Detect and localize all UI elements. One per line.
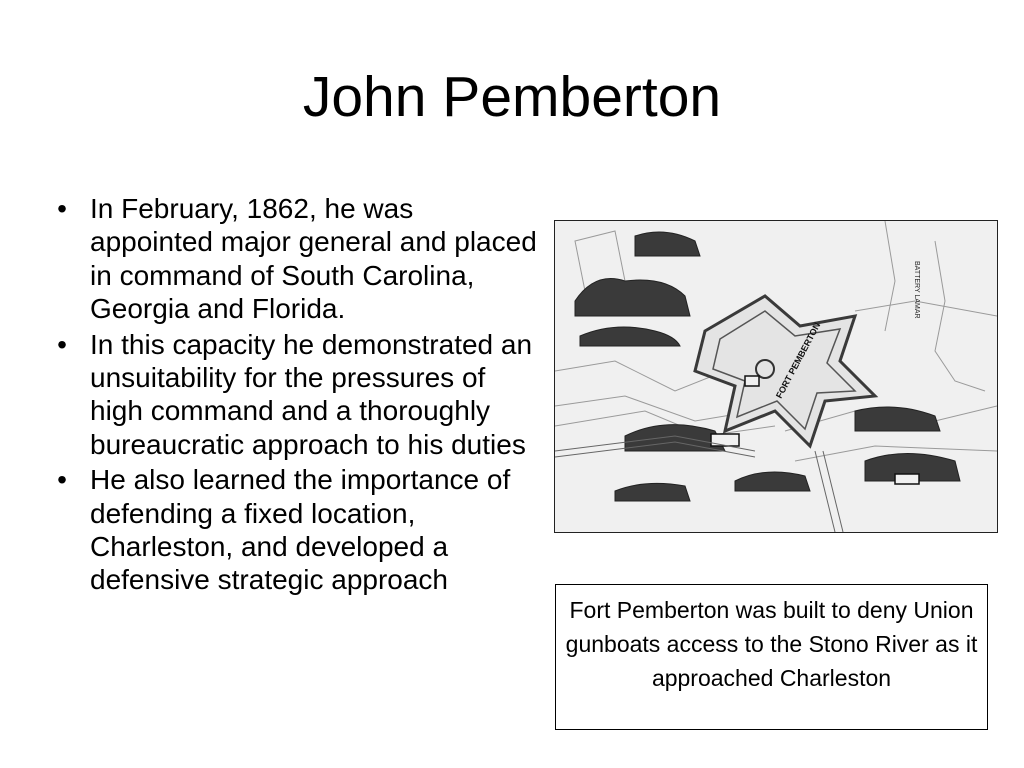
bullet-glyph: • — [57, 328, 67, 360]
fort-label: FORT PEMBERTON — [773, 320, 823, 400]
fort-map-drawing — [555, 221, 997, 532]
bullet-glyph: • — [57, 193, 67, 224]
bullet-item — [52, 328, 542, 462]
slide-title: John Pemberton — [302, 65, 722, 129]
figure-caption: Fort Pemberton was built to deny Union gunboats access to the Stono River as it approached Charleston — [555, 584, 988, 730]
bullet-glyph: • — [57, 464, 67, 496]
bullet-text: In this capacity he demonstrated an unsuitability for the pressures of high command and a thoroughly bureaucratic approach to his duties — [90, 328, 533, 460]
bullet-item — [52, 463, 542, 597]
bullet-item — [52, 192, 542, 326]
bullet-text: He also learned the importance of defending a fixed location, Charleston, and developed a defensive strategic approach — [90, 464, 511, 596]
bullet-text: In February, 1862, he was appointed major general and placed in command of South Carolina, Georgia and Florida. — [90, 193, 537, 325]
battery-label: BATTERY LAMAR — [913, 261, 920, 319]
fort-map-image — [554, 220, 998, 533]
bullet-list — [52, 192, 542, 599]
